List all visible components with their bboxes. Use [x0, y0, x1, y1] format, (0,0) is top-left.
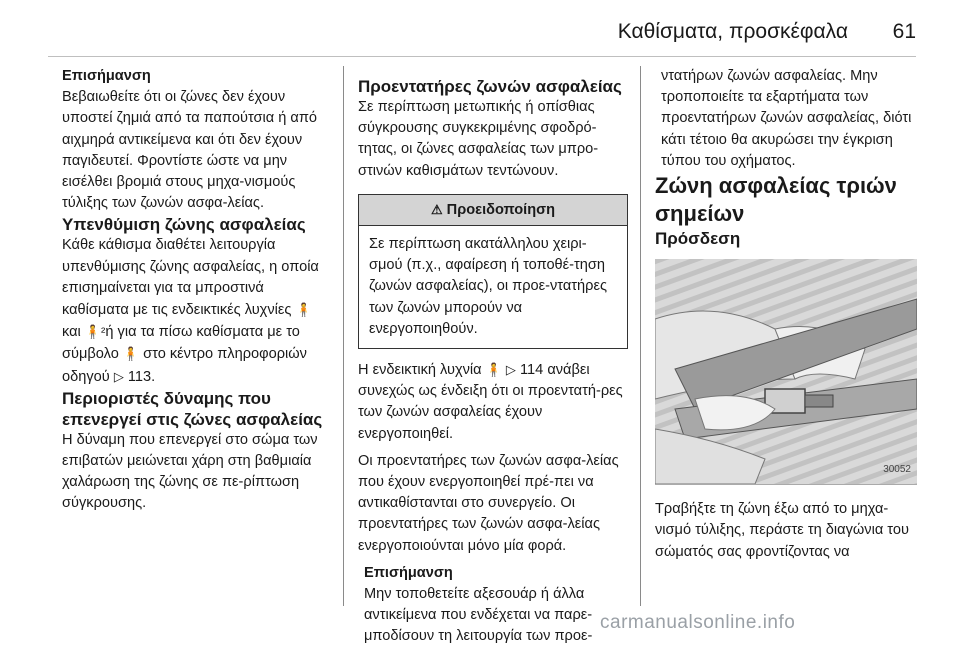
note-continuation	[655, 66, 917, 172]
warning-title-text: Προειδοποίηση	[446, 201, 556, 218]
seatbelt-illustration	[655, 259, 917, 485]
page-reference-icon[interactable]: ▷	[113, 368, 124, 384]
note-box-2	[358, 563, 628, 648]
note-continuation-text: ντατήρων ζωνών ασφαλείας. Μην τροποποιείτε τα εξαρτήματα των προεντατήρων ζωνών ασφαλείας, διότι κάτι τέτοιο θα ακυρώσει την έγκριση τύπου του οχήματος.	[661, 68, 912, 169]
page-header	[0, 0, 960, 58]
seatbelt-illustration-svg	[655, 259, 917, 484]
column-1	[62, 66, 334, 515]
page-number: 61	[892, 20, 916, 43]
watermark: carmanualsonline.info	[600, 612, 796, 633]
pretensioner-lamp-icon: 🧍	[485, 362, 502, 378]
reminder-text-3: στο κέντρο πληροφοριών οδηγού	[62, 346, 307, 385]
reminder-text-2: ή για τα πίσω καθίσματα με το σύμβολο	[62, 324, 300, 363]
lamp-text-1: Η ενδεικτική λυχνία	[358, 362, 482, 379]
lamp-text-2: ανάβει συνεχώς ως ένδειξη ότι οι προεντατή-ρες των ζωνών ασφαλείας έχουν ενεργοποιηθεί.	[358, 362, 623, 442]
warning-box	[358, 194, 628, 349]
warning-text: Σε περίπτωση ακατάλληλου χειρι-σμού (π.χ., αφαίρεση ή τοποθέ-τηση ζωνών ασφαλείας), οι προε-ντατήρες των ζωνών μπορούν να ενεργοποιηθούν.	[369, 236, 608, 337]
note-text: Βεβαιωθείτε ότι οι ζώνες δεν έχουν υποστεί ζημιά από τα παπούτσια ή από αιχμηρά αντικείμενα και ότι δεν έχουν παγιδευτεί. Φροντίστε ώστε να μην εισέλθει βρομιά στους μηχα-νισμούς τύλιξης των ζωνών ασφα-λείας.	[62, 89, 318, 212]
column-divider-2	[640, 66, 641, 606]
warning-title	[359, 195, 627, 226]
heading-force-limiters: Περιοριστές δύναμης που επενεργεί στις ζώνες ασφαλείας	[62, 388, 323, 429]
column-3	[655, 66, 917, 563]
lamp-paragraph	[358, 359, 628, 445]
pretensioners-text: Σε περίπτωση μετωπικής ή οπίσθιας σύγκρουσης συγκεκριμένης σφοδρό-τητας, οι ζώνες ασφαλείας των μπρο-στινών καθισμάτων τεντώνουν.	[358, 99, 599, 179]
seatbelt-rear-icon: 🧍	[122, 346, 140, 362]
page-reference-icon[interactable]: ▷	[505, 362, 516, 378]
note-label-2: Επισήμανση	[364, 564, 453, 581]
note-text-2: Μην τοποθετείτε αξεσουάρ ή άλλα αντικείμενα που ενδέχεται να παρε-μποδίσουν τη λειτουργία των προε-	[364, 586, 593, 645]
reminder-and: και	[62, 324, 81, 341]
seatbelt-reminder-double-icon: 🧍²	[84, 324, 106, 340]
page-title: Καθίσματα, προσκέφαλα	[617, 20, 848, 43]
reminder-text-1: Κάθε κάθισμα διαθέτει λειτουργία υπενθύμισης ζώνης ασφαλείας, η οποία επισημαίνεται για τα μπροστινά καθίσματα με τις ενδεικτικές λυχνίες	[62, 237, 319, 319]
activated-text: Οι προεντατήρες των ζωνών ασφα-λείας που έχουν ενεργοποιηθεί πρέ-πει να αντικαθίστανται στο συνεργείο. Οι προεντατήρες των ζωνών ασφα-λείας ενεργοποιούνται μόνο μία φορά.	[358, 452, 619, 554]
seatbelt-reminder-icon: 🧍	[295, 302, 312, 318]
heading-pretensioners: Προεντατήρες ζωνών ασφαλείας	[358, 77, 622, 96]
reminder-paragraph	[62, 235, 334, 387]
heading-three-point-belt: Ζώνη ασφαλείας τριών σημείων	[655, 173, 897, 227]
note-label: Επισήμανση	[62, 68, 151, 84]
lamp-ref[interactable]: 114	[519, 362, 544, 379]
fastening-text: Τραβήξτε τη ζώνη έξω από το μηχα-νισμό τύλιξης, περάστε τη διαγώνια του σώματός σας φροντίζοντας να	[655, 501, 909, 560]
limiters-text: Η δύναμη που επενεργεί στο σώμα των επιβατών μειώνεται χάρη στη βαθμιαία χαλάρωση της ζώνης σε πε-ρίπτωση σύγκρουσης.	[62, 431, 318, 512]
column-divider-1	[343, 66, 344, 606]
heading-seatbelt-reminder: Υπενθύμιση ζώνης ασφαλείας	[62, 215, 306, 235]
reminder-ref[interactable]: 113.	[127, 368, 156, 385]
column-2	[358, 66, 628, 648]
figure-number: 30052	[883, 464, 911, 476]
header-divider	[48, 56, 916, 57]
warning-triangle-icon: ⚠	[430, 201, 443, 217]
heading-fastening: Πρόσδεση	[655, 229, 741, 249]
